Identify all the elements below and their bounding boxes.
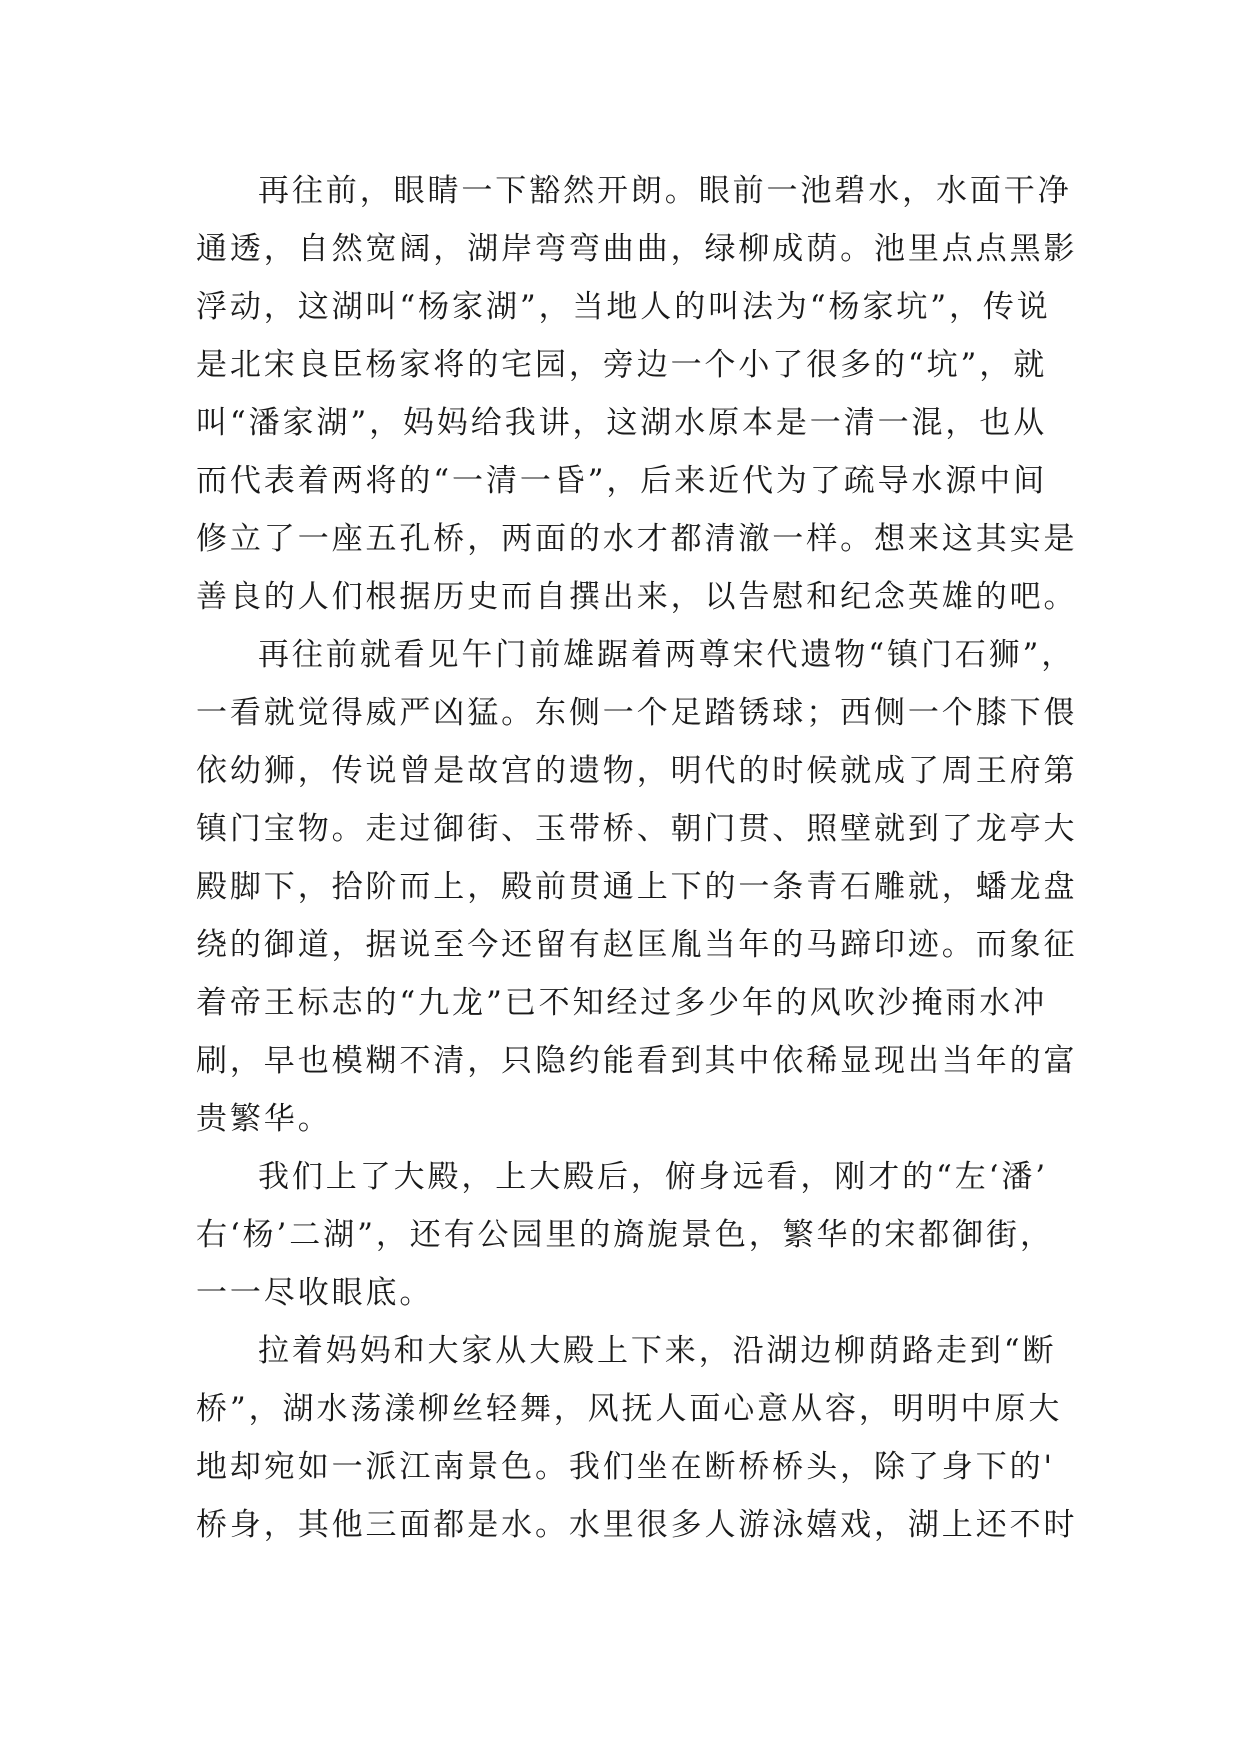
paragraph-line: 殿脚下，拾阶而上，殿前贯通上下的一条青石雕就，蟠龙盘 xyxy=(196,869,1078,905)
paragraph-line: 浮动，这湖叫“杨家湖”，当地人的叫法为“杨家坑”，传说 xyxy=(196,289,1051,325)
paragraph-line: 叫“潘家湖”，妈妈给我讲，这湖水原本是一清一混，也从 xyxy=(196,405,1048,441)
paragraph-3 xyxy=(196,1148,1076,1322)
paragraph-line: 而代表着两将的“一清一昏”，后来近代为了疏导水源中间 xyxy=(196,463,1048,499)
paragraph-line: 一看就觉得威严凶猛。东侧一个足踏锈球；西侧一个膝下偎 xyxy=(196,695,1078,731)
paragraph-line: 地却宛如一派江南景色。我们坐在断桥桥头，除了身下的' xyxy=(196,1449,1055,1485)
paragraph-line: 刷，早也模糊不清，只隐约能看到其中依稀显现出当年的富 xyxy=(196,1043,1078,1079)
paragraph-1 xyxy=(196,162,1076,626)
body-text xyxy=(196,162,1076,1554)
paragraph-4 xyxy=(196,1322,1076,1554)
paragraph-line: 再往前，眼睛一下豁然开朗。眼前一池碧水，水面干净 xyxy=(258,173,1072,209)
paragraph-line: 贵繁华。 xyxy=(196,1101,332,1137)
paragraph-line: 修立了一座五孔桥，两面的水才都清澈一样。想来这其实是 xyxy=(196,521,1078,557)
paragraph-2 xyxy=(196,626,1076,1148)
paragraph-line: 绕的御道，据说至今还留有赵匡胤当年的马蹄印迹。而象征 xyxy=(196,927,1078,963)
paragraph-line: 右‘杨’二湖”，还有公园里的旖旎景色，繁华的宋都御街， xyxy=(196,1217,1054,1253)
paragraph-line: 镇门宝物。走过御街、玉带桥、朝门贯、照壁就到了龙亭大 xyxy=(196,811,1078,847)
paragraph-line: 依幼狮，传说曾是故宫的遗物，明代的时候就成了周王府第 xyxy=(196,753,1078,789)
paragraph-line: 我们上了大殿，上大殿后，俯身远看，刚才的“左‘潘’ xyxy=(258,1159,1049,1195)
paragraph-line: 善良的人们根据历史而自撰出来，以告慰和纪念英雄的吧。 xyxy=(196,579,1078,615)
paragraph-line: 通透，自然宽阔，湖岸弯弯曲曲，绿柳成荫。池里点点黑影 xyxy=(196,231,1078,267)
paragraph-line: 一一尽收眼底。 xyxy=(196,1275,434,1311)
paragraph-line: 着帝王标志的“九龙”已不知经过多少年的风吹沙掩雨水冲 xyxy=(196,985,1048,1021)
paragraph-line: 是北宋良臣杨家将的宅园，旁边一个小了很多的“坑”，就 xyxy=(196,347,1048,383)
paragraph-line: 再往前就看见午门前雄踞着两尊宋代遗物“镇门石狮”， xyxy=(258,637,1076,673)
paragraph-line: 拉着妈妈和大家从大殿上下来，沿湖边柳荫路走到“断 xyxy=(258,1333,1057,1369)
paragraph-line: 桥身，其他三面都是水。水里很多人游泳嬉戏，湖上还不时 xyxy=(196,1507,1078,1543)
paragraph-line: 桥”，湖水荡漾柳丝轻舞，风抚人面心意从容，明明中原大 xyxy=(196,1391,1063,1427)
